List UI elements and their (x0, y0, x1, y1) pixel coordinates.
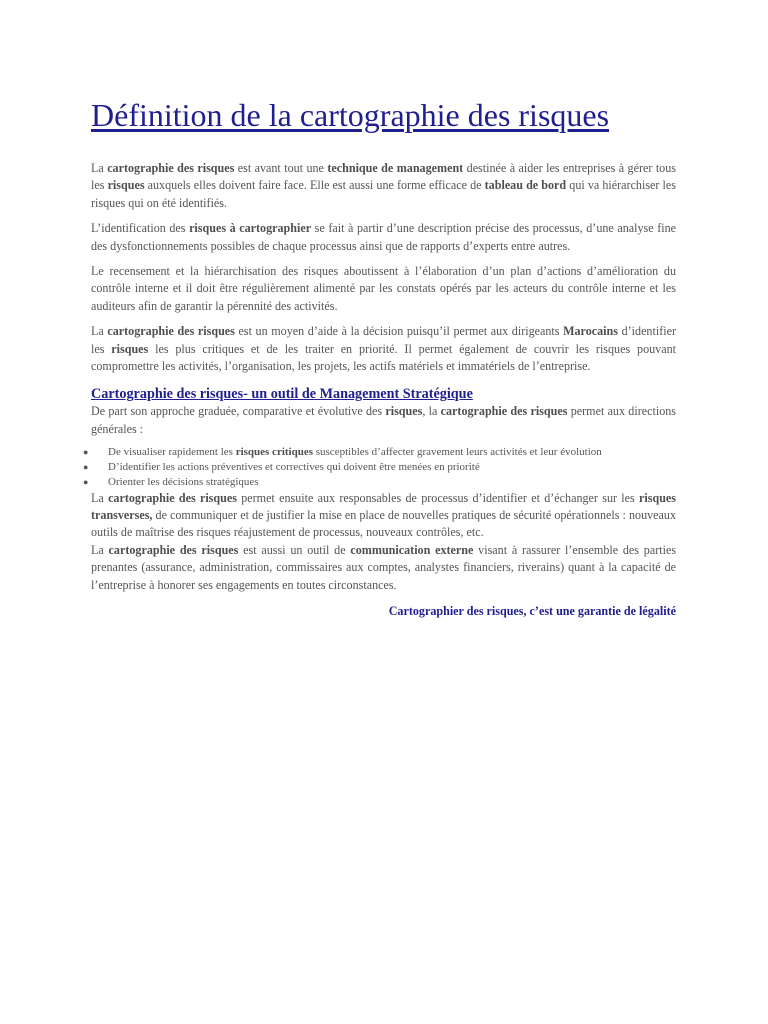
text-run: La (91, 161, 108, 175)
bold-text: cartographie des risques (107, 324, 235, 339)
benefits-list (83, 445, 676, 489)
bold-text: Marocains (563, 324, 618, 339)
text-run: est avant tout une (234, 161, 328, 175)
text-run: La (91, 490, 109, 505)
text-run: auxquels elles doivent faire face. Elle est aussi une forme efficace de (144, 178, 485, 193)
text-run: L’identification des (91, 221, 190, 236)
bold-text: cartographie des risques (440, 404, 568, 419)
text-run: permet aux directions générales : (91, 404, 676, 436)
text-run: La (91, 324, 108, 339)
bold-text: risques transverses, (91, 490, 677, 523)
bold-text: risques (385, 404, 423, 419)
bullet-icon: ● (83, 447, 89, 458)
bold-text: cartographie des risques (108, 490, 237, 505)
bold-text: risques à cartographier (189, 221, 312, 236)
list-item (83, 475, 676, 490)
text-run: destinée à aider les entreprises à gérer tous les (91, 161, 676, 193)
bold-text: tableau de bord (484, 178, 567, 193)
list-item-text (108, 446, 602, 458)
list-item-text (108, 461, 480, 473)
bullet-icon: ● (83, 476, 89, 487)
text-run: D’identifier les actions préventives et correctives qui doivent être menées en priorité (108, 461, 480, 474)
text-run: de communiquer et de justifier la mise en place de nouvelles pratiques de sécurité opérationnels : nouveaux outils de maîtrise des risques réajustement de processus, nouveaux contrôles, etc. (91, 508, 676, 540)
text-run: De part son approche graduée, comparative et évolutive des (91, 404, 386, 419)
text-run: se fait à partir d’une description précise des processus, d’une analyse fine des dysfonctionnements possibles de chaque processus ainsi que de rapports d’experts entre autres. (91, 221, 677, 253)
text-run: permet ensuite aux responsables de processus d’identifier et d’échanger sur les (236, 490, 640, 505)
section-title: Cartographie des risques- un outil de Management Stratégique (91, 386, 473, 403)
bullet-icon: ● (83, 462, 89, 473)
text-run: susceptibles d’affecter gravement leurs activités et leur évolution (313, 446, 602, 459)
bold-text: cartographie des risques (107, 161, 235, 175)
text-run: Orienter les décisions stratégiques (108, 475, 259, 488)
text-run: visant à rassurer l’ensemble des parties prenantes (assurance, administration, commissaires aux comptes, analystes financiers, riverains) quant à la capacité de l’entreprise à honorer ses engagements en toutes circonstances. (91, 542, 677, 592)
document-content (83, 90, 677, 621)
bold-text: technique de management (327, 161, 464, 175)
list-item (83, 460, 676, 475)
text-run: De visualiser rapidement les (108, 446, 236, 459)
text-run: , la (422, 404, 441, 419)
identification-paragraph (91, 220, 676, 255)
text-run: est un moyen d’aide à la décision puisqu’il permet aux dirigeants (234, 324, 564, 339)
text-run: les plus critiques et de les traiter en priorité. Il permet également de couvrir les risques pouvant compromettre les activités, l’organisation, les projets, les actifs matériels et immatériels de l’entreprise. (91, 341, 676, 374)
closing-statement: Cartographier des risques, c’est une garantie de légalité (388, 604, 676, 619)
bold-text: cartographie des risques (108, 542, 239, 557)
hierarchisation-paragraph (91, 263, 676, 315)
transverse-paragraph (91, 490, 676, 542)
intro-paragraph (91, 160, 676, 212)
bold-text: risques critiques (235, 446, 313, 459)
page-title: Définition de la cartographie des risques (91, 97, 610, 133)
bold-text: risques (107, 178, 145, 193)
list-item (83, 445, 676, 460)
bold-text: communication externe (350, 542, 474, 557)
bold-text: risques (111, 341, 149, 356)
text-run: La (91, 542, 109, 557)
communication-paragraph (91, 542, 676, 594)
text-run: qui va hiérarchiser les risques qui on été identifiés. (91, 178, 676, 210)
list-item-text (108, 476, 259, 488)
approach-paragraph (91, 403, 676, 438)
decision-paragraph (91, 323, 676, 375)
text-run: est aussi un outil de (238, 542, 351, 557)
text-run: d’identifier les (91, 324, 676, 356)
text-run: Le recensement et la hiérarchisation des risques aboutissent à l’élaboration d’un plan d’actions d’amélioration du contrôle interne et il doit être régulièrement alimenté par les constats opérés par les acteurs du contrôle interne et les auditeurs afin de garantir la pérennité des activités. (91, 264, 676, 313)
